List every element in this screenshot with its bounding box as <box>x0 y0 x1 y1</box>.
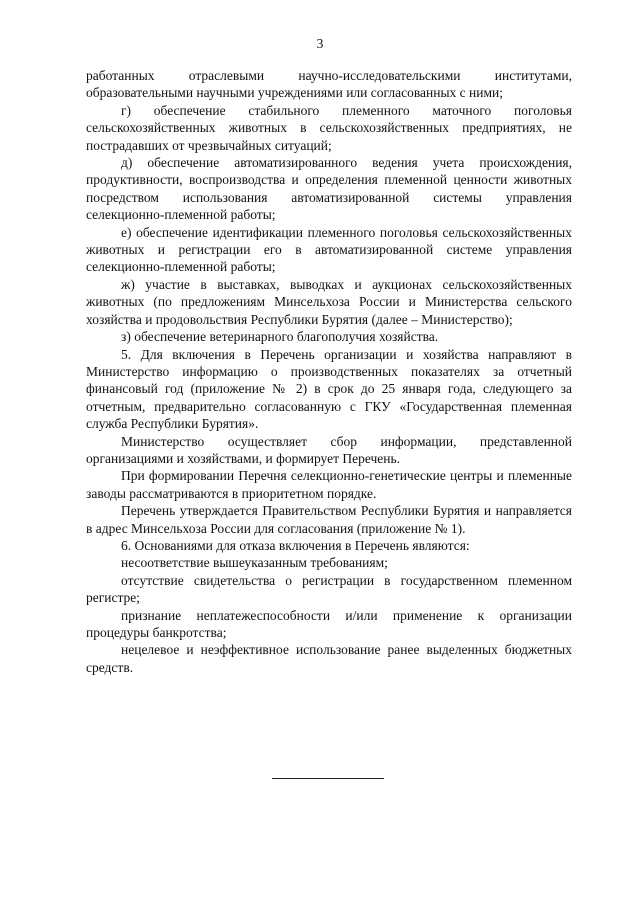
paragraph-approval: Перечень утверждается Правительством Республики Бурятия и направляется в адрес Минсельхоза России для согласования (приложение № 1). <box>86 503 572 536</box>
paragraph-refusal-reason-2: отсутствие свидетельства о регистрации в государственном племенном регистре; <box>86 572 572 606</box>
document-body <box>86 67 572 676</box>
paragraph-continuation: работанных отраслевыми научно-исследовательскими институтами, образовательными научными учреждениями или согласованных с ними; <box>86 68 572 101</box>
paragraph-item-d: д) обеспечение автоматизированного ведения учета происхождения, продуктивности, воспроизводства и определения племенной ценности животных посредством использования автоматизированной системы управления селекционно-племенной работы; <box>86 155 572 223</box>
paragraph-refusal-reason-3: признание неплатежеспособности и/или применение к организации процедуры банкротства; <box>86 607 572 640</box>
paragraph-item-zh: ж) участие в выставках, выводках и аукционах сельскохозяйственных животных (по предложениям Минсельхоза России и Министерства сельского хозяйства и продовольствия Республики Бурятия (далее – Министерство); <box>86 276 572 327</box>
paragraph-item-z: з) обеспечение ветеринарного благополучия хозяйства. <box>121 329 439 345</box>
page-number: 3 <box>316 36 324 51</box>
paragraph-refusal-reason-4: нецелевое и неэффективное использование ранее выделенных бюджетных средств. <box>86 642 572 675</box>
closing-divider <box>272 778 384 779</box>
paragraph-item-g: г) обеспечение стабильного племенного маточного поголовья сельскохозяйственных животных в сельскохозяйственных предприятиях, не пострадавших от чрезвычайных ситуаций; <box>86 102 572 153</box>
paragraph-priority-order: При формировании Перечня селекционно-генетические центры и племенные заводы рассматриваются в приоритетном порядке. <box>86 468 572 501</box>
paragraph-refusal-reason-1: несоответствие вышеуказанным требованиям; <box>121 555 388 571</box>
paragraph-ministry-collection: Министерство осуществляет сбор информации, представленной организациями и хозяйствами, и формирует Перечень. <box>86 433 572 466</box>
paragraph-section-6: 6. Основаниями для отказа включения в Перечень являются: <box>121 537 470 553</box>
paragraph-item-e: е) обеспечение идентификации племенного поголовья сельскохозяйственных животных и регистрации его в автоматизированной системе управления селекционно-племенной работы; <box>86 224 572 275</box>
paragraph-section-5: 5. Для включения в Перечень организации и хозяйства направляют в Министерство информацию о производственных показателях за отчетный финансовый год (приложение № 2) в срок до 25 января года, следующего за отчетным, предварительно согласованную с ГКУ «Государственная племенная служба Республики Бурятия». <box>86 346 572 432</box>
